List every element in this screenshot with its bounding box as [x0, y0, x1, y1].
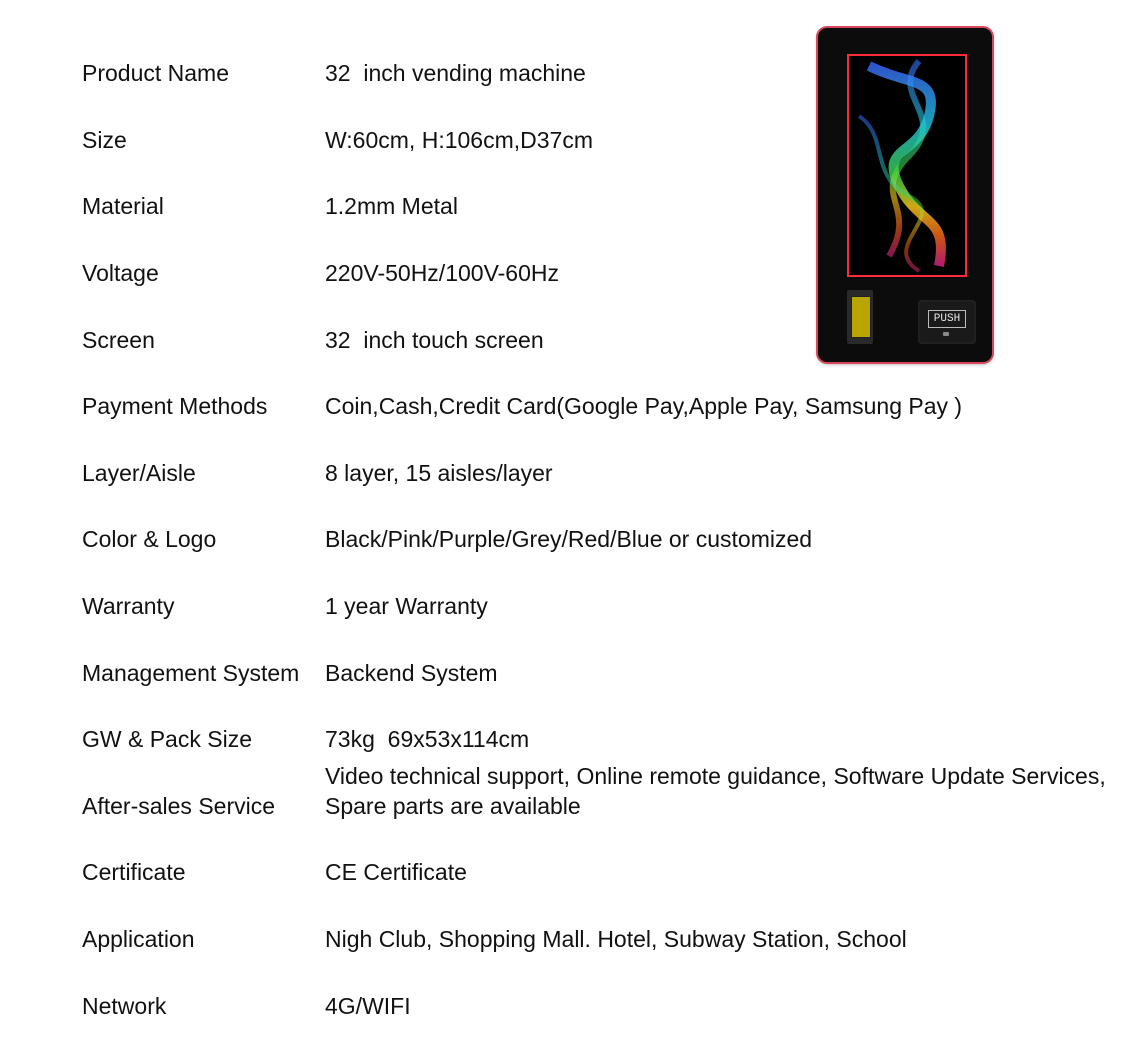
spec-row-layer-aisle — [82, 440, 1122, 507]
spec-label: Management System — [82, 659, 300, 686]
spec-label: Screen — [82, 326, 155, 353]
push-door — [918, 300, 976, 344]
spec-value: Video technical support, Online remote guidance, Software Update Services, Spare parts are available — [325, 762, 1106, 819]
spec-value: 1.2mm Metal — [325, 193, 458, 220]
spec-row-warranty — [82, 573, 1122, 640]
product-slot — [847, 290, 873, 344]
spec-label: Network — [82, 992, 167, 1019]
spec-value: 73kg 69x53x114cm — [325, 726, 530, 753]
spec-value: Nigh Club, Shopping Mall. Hotel, Subway Station, School — [325, 926, 907, 953]
spec-row-certificate — [82, 839, 1122, 906]
spec-value: 220V-50Hz/100V-60Hz — [325, 260, 559, 287]
spec-label: Color & Logo — [82, 526, 217, 553]
spec-value: Black/Pink/Purple/Grey/Red/Blue or customized — [325, 526, 813, 553]
spec-label: Warranty — [82, 593, 175, 620]
smoke-artwork — [849, 56, 965, 275]
spec-row-network — [82, 972, 1122, 1039]
spec-label: Application — [82, 926, 195, 953]
spec-value: 4G/WIFI — [325, 992, 411, 1019]
product-pack-icon — [851, 296, 871, 338]
spec-value: 1 year Warranty — [325, 593, 488, 620]
spec-value: CE Certificate — [325, 859, 467, 886]
machine-screen — [847, 54, 967, 277]
spec-row-payment-methods — [82, 373, 1122, 440]
spec-label: Size — [82, 126, 127, 153]
push-label: PUSH — [928, 310, 966, 328]
spec-label: Product Name — [82, 60, 230, 87]
spec-value: 8 layer, 15 aisles/layer — [325, 459, 553, 486]
spec-label: Voltage — [82, 260, 159, 287]
vending-machine-image — [818, 28, 992, 362]
spec-value: Backend System — [325, 659, 498, 686]
spec-value: 32 inch touch screen — [325, 326, 544, 353]
spec-row-color-logo — [82, 506, 1122, 573]
spec-value: 32 inch vending machine — [325, 60, 586, 87]
spec-label: GW & Pack Size — [82, 726, 252, 753]
spec-row-application — [82, 906, 1122, 973]
push-handle-icon — [943, 332, 949, 336]
spec-label: Layer/Aisle — [82, 459, 196, 486]
spec-label: Material — [82, 193, 164, 220]
spec-label: After-sales Service — [82, 792, 276, 819]
spec-row-after-sales-service — [82, 762, 1122, 840]
spec-value: Coin,Cash,Credit Card(Google Pay,Apple Pay, Samsung Pay ) — [325, 393, 963, 420]
spec-label: Payment Methods — [82, 393, 268, 420]
spec-value: W:60cm, H:106cm,D37cm — [325, 126, 593, 153]
spec-label: Certificate — [82, 859, 186, 886]
spec-row-management-system — [82, 639, 1122, 706]
